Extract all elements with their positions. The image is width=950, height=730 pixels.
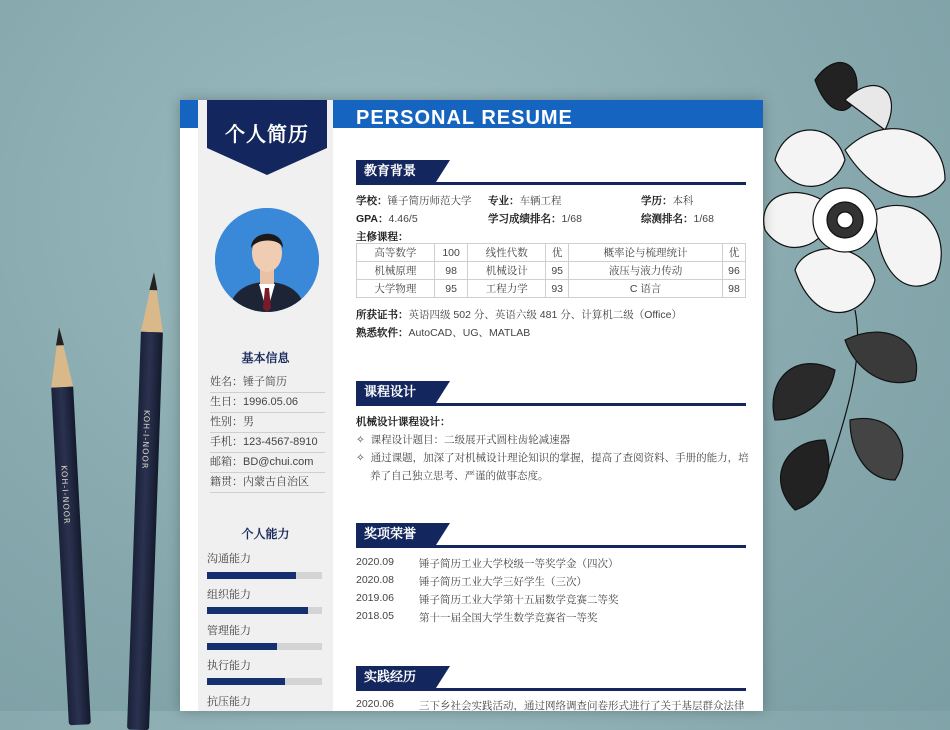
software-value: AutoCAD、UG、MATLAB (408, 327, 531, 339)
rank-value: 1/68 (561, 213, 582, 225)
school-label: 学校： (356, 195, 388, 207)
header-wing (436, 160, 450, 182)
bullet-item (356, 450, 749, 465)
gpa-value: 4.46/5 (388, 213, 418, 225)
award-date: 2019.06 (356, 592, 394, 604)
info-name: 姓名：锤子简历 (210, 372, 325, 393)
courses-label (356, 229, 409, 244)
bullet-text: 通过课题，加深了对机械设计理论知识的掌握，提高了查阅资料、手册的能力，培 (370, 452, 749, 464)
bullet-continuation: 养了自己独立思考、严谨的做事态度。 (370, 470, 549, 482)
practice-date: 2020.06 (356, 698, 394, 710)
major-field (488, 193, 562, 208)
header-rule (356, 688, 746, 691)
section-header-course-design (356, 381, 746, 406)
skill-label: 抗压能力 (207, 696, 251, 708)
table-cell: 机械原理 (357, 262, 435, 280)
bullet-item (356, 432, 570, 447)
table-cell: 液压与液力传动 (569, 262, 723, 280)
software-field (356, 325, 530, 340)
info-hometown: 籍贯：内蒙古自治区 (210, 472, 325, 493)
skill-label: 管理能力 (207, 625, 251, 637)
info-gender: 性别：男 (210, 412, 325, 433)
table-cell: 机械设计 (468, 262, 546, 280)
award-date: 2020.09 (356, 556, 394, 568)
header-wing (436, 381, 450, 403)
table-cell: 优 (722, 244, 745, 262)
degree-label: 学历： (641, 195, 673, 207)
table-cell: C 语言 (569, 280, 723, 298)
skill-fill (207, 607, 308, 614)
section-title: 教育背景 (356, 160, 436, 182)
overall-rank-field (641, 211, 714, 226)
table-cell: 优 (546, 244, 569, 262)
major-value: 车辆工程 (519, 195, 562, 207)
gpa-field (356, 211, 418, 226)
table-cell: 98 (722, 280, 745, 298)
certs-field (356, 307, 682, 322)
overall-value: 1/68 (693, 213, 714, 225)
pencil-tip-icon (141, 272, 165, 333)
table-cell: 98 (434, 262, 468, 280)
certs-label: 所获证书： (356, 309, 409, 321)
table-cell: 100 (434, 244, 468, 262)
pencil-left (51, 385, 91, 726)
pencil-tip-icon (48, 327, 73, 388)
degree-value: 本科 (672, 195, 694, 207)
table-cell: 93 (546, 280, 569, 298)
table-cell: 95 (546, 262, 569, 280)
table-cell: 大学物理 (357, 280, 435, 298)
abilities-title: 个人能力 (241, 527, 290, 541)
course-design-subtitle (356, 414, 451, 429)
award-text: 第十一届全国大学生数学竞赛省一等奖 (419, 612, 598, 624)
degree-field (641, 193, 694, 208)
section-title: 奖项荣誉 (356, 523, 436, 545)
resume-sheet (180, 100, 763, 711)
award-date: 2020.08 (356, 574, 394, 586)
skill-bar (207, 572, 322, 579)
certs-value: 英语四级 502 分、英语六级 481 分、计算机二级（Office） (408, 309, 682, 321)
award-text: 锤子简历工业大学第十五届数学竞赛二等奖 (419, 594, 619, 606)
skill-fill (207, 678, 285, 685)
resume-heading: PERSONAL RESUME (356, 107, 573, 129)
pencil-brand: KOH-I-NOOR (59, 465, 72, 525)
header-wing (436, 523, 450, 545)
table-row (357, 280, 746, 298)
table-cell: 95 (434, 280, 468, 298)
section-header-practice (356, 666, 746, 691)
award-text: 锤子简历工业大学校级一等奖学金（四次） (419, 558, 619, 570)
skill-label: 组织能力 (207, 589, 251, 601)
award-date: 2018.05 (356, 610, 394, 622)
skill-label: 沟通能力 (207, 553, 251, 565)
skill-fill (207, 643, 277, 650)
header-rule (356, 403, 746, 406)
skill-fill (207, 572, 296, 579)
gpa-label: GPA： (356, 213, 389, 225)
header-rule (356, 545, 746, 548)
table-cell: 高等数学 (357, 244, 435, 262)
flower-illustration (755, 40, 950, 520)
rank-field (488, 211, 582, 226)
rank-label: 学习成绩排名： (488, 213, 562, 225)
table-cell: 96 (722, 262, 745, 280)
courses-label-text: 主修课程： (356, 231, 409, 243)
course-design-subtitle-text: 机械设计课程设计： (356, 416, 451, 428)
section-title: 课程设计 (356, 381, 436, 403)
section-header-awards (356, 523, 746, 548)
skill-bar (207, 607, 322, 614)
practice-text: 三下乡社会实践活动，通过网络调查问卷形式进行了关于基层群众法律 (419, 700, 745, 711)
table-row (357, 244, 746, 262)
table-cell: 线性代数 (468, 244, 546, 262)
skill-label: 执行能力 (207, 660, 251, 672)
section-title: 实践经历 (356, 666, 436, 688)
software-label: 熟悉软件： (356, 327, 409, 339)
badge-title: 个人简历 (225, 124, 309, 146)
overall-label: 综测排名： (641, 213, 694, 225)
info-phone: 手机：123-4567-8910 (210, 432, 325, 453)
skill-bar (207, 678, 322, 685)
info-email: 邮箱：BD@chui.com (210, 452, 325, 473)
header-wing (436, 666, 450, 688)
bullet-text: 课程设计题目：二级展开式圆柱齿轮减速器 (370, 434, 571, 446)
header-rule (356, 182, 746, 185)
sparkle-bullet-icon: ✧ (356, 452, 365, 464)
major-label: 专业： (488, 195, 520, 207)
school-field (356, 193, 472, 208)
info-birthday: 生日：1996.05.06 (210, 392, 325, 413)
courses-table (356, 243, 746, 298)
skill-bar (207, 643, 322, 650)
table-cell: 概率论与梳理统计 (569, 244, 723, 262)
section-header-education (356, 160, 746, 185)
person-photo-icon (215, 208, 319, 312)
pencil-brand: KOH-I-NOOR (140, 409, 152, 470)
award-text: 锤子简历工业大学三好学生（三次） (419, 576, 587, 588)
school-value: 锤子简历师范大学 (387, 195, 472, 207)
table-row (357, 262, 746, 280)
basic-info-title: 基本信息 (241, 351, 290, 365)
sparkle-bullet-icon: ✧ (356, 434, 365, 446)
table-cell: 工程力学 (468, 280, 546, 298)
avatar (215, 208, 319, 312)
pencil-right (127, 330, 163, 730)
